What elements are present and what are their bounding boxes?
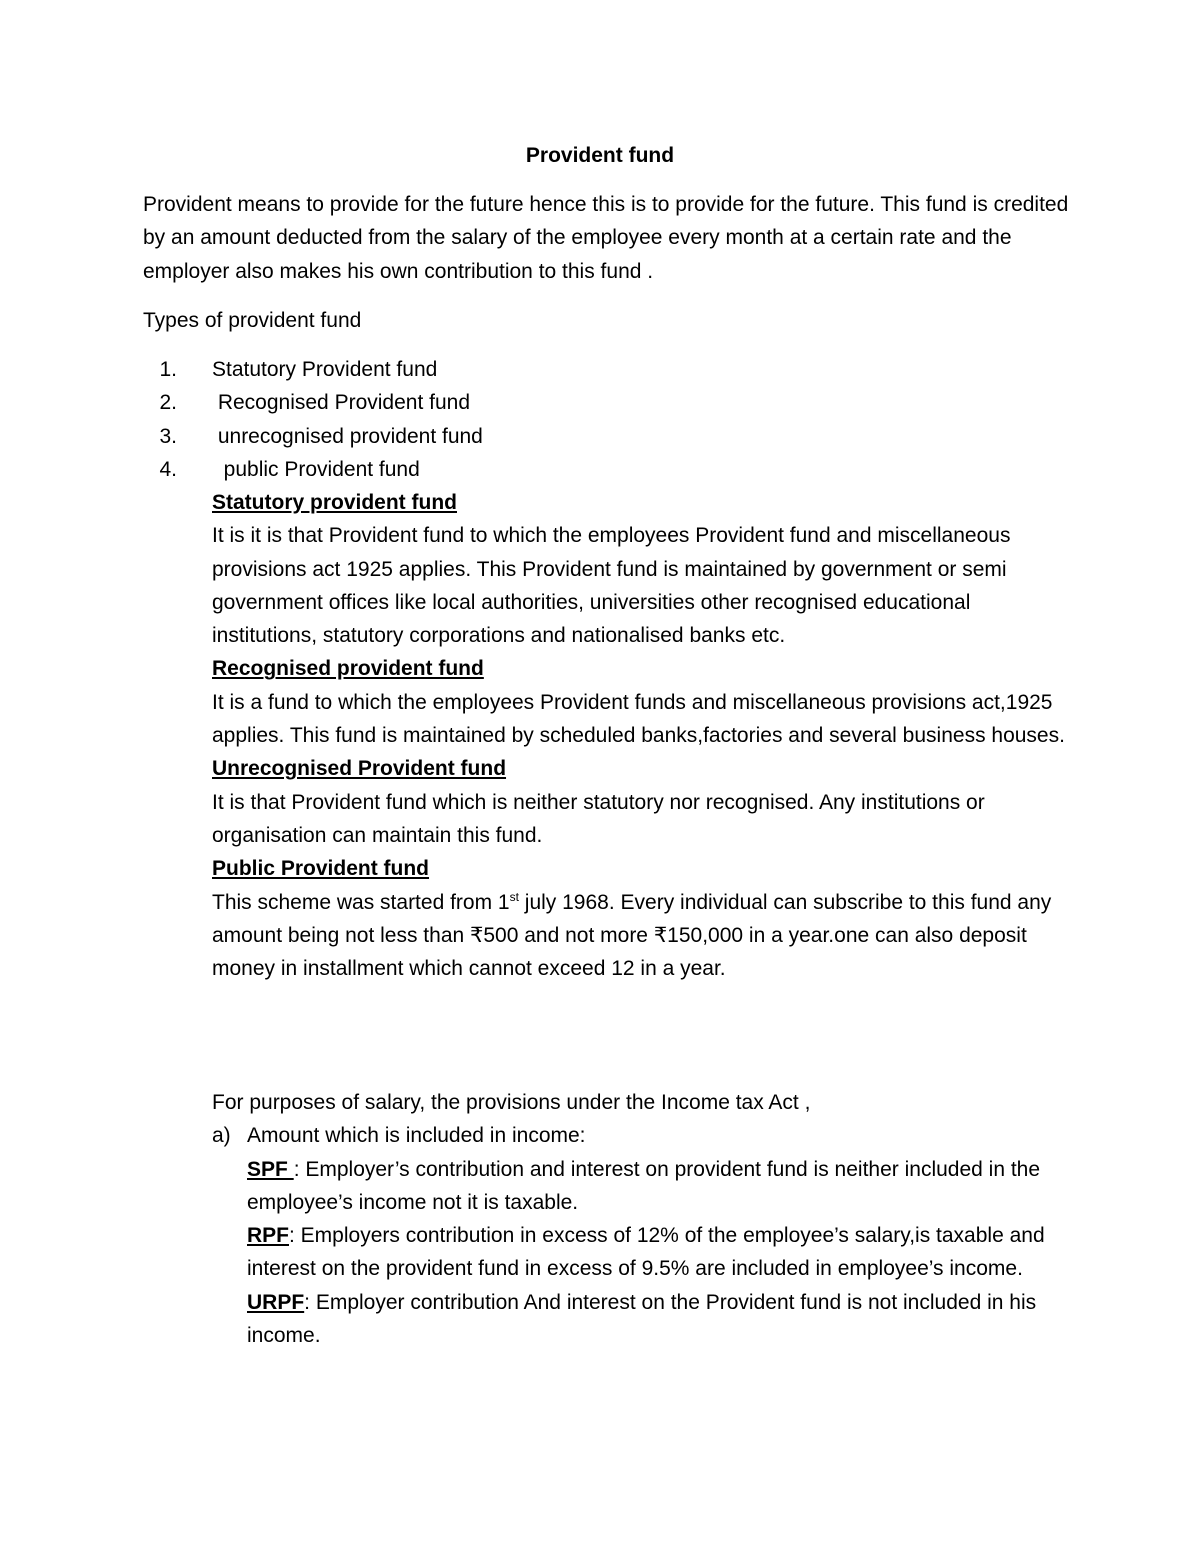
ordinal-suffix: st bbox=[509, 889, 519, 904]
public-heading: Public Provident fund bbox=[212, 857, 430, 881]
item-a bbox=[212, 1119, 1072, 1152]
urpf-rule bbox=[212, 1286, 1067, 1353]
list-item bbox=[143, 386, 1063, 419]
list-number: 4. bbox=[159, 457, 177, 481]
salary-intro: For purposes of salary, the provisions under the Income tax Act , bbox=[212, 1091, 811, 1114]
intro-paragraph: Provident means to provide for the future hence this is to provide for the future. This fund is credited by an amount deducted from the salary of the employee every month at a certain rate and the employer also makes his own contribution to this fund . bbox=[143, 193, 1069, 283]
list-item bbox=[143, 453, 1063, 486]
unrecognised-body: It is that Provident fund which is neither statutory nor recognised. Any institutions or organisation can maintain this fund. bbox=[212, 790, 985, 847]
list-label: Recognised Provident fund bbox=[212, 391, 470, 415]
statutory-heading: Statutory provident fund bbox=[212, 491, 457, 514]
list-item bbox=[143, 353, 1063, 386]
public-body-start: This scheme was started from 1 bbox=[212, 890, 510, 914]
item-a-marker: a) bbox=[212, 1124, 231, 1148]
list-number: 1. bbox=[159, 358, 177, 381]
list-label: public Provident fund bbox=[212, 457, 420, 481]
item-a-label: Amount which is included in income: bbox=[247, 1124, 586, 1148]
urpf-text: : Employer contribution And interest on the Provident fund is not included in his income. bbox=[247, 1290, 1037, 1348]
rpf-rule bbox=[212, 1219, 1067, 1286]
list-item bbox=[143, 420, 1063, 453]
fund-sections bbox=[212, 486, 1072, 985]
public-body-rest: july 1968. Every individual can subscribe to this fund any amount being not less than ₹500 and not more ₹150,000 in a year.one can also deposit money in installment which cannot exceed 12 in a year. bbox=[212, 890, 1052, 981]
rpf-abbr: RPF bbox=[247, 1224, 289, 1248]
unrecognised-heading: Unrecognised Provident fund bbox=[212, 757, 507, 781]
rpf-text: : Employers contribution in excess of 12% of the employee’s salary,is taxable and interest on the provident fund in excess of 9.5% are included in employee’s income. bbox=[247, 1224, 1045, 1281]
spf-abbr: SPF bbox=[247, 1157, 294, 1181]
spf-rule bbox=[212, 1153, 1067, 1220]
urpf-abbr: URPF bbox=[247, 1290, 305, 1314]
recognised-body: It is a fund to which the employees Provident funds and miscellaneous provisions act,1925 applies. This fund is maintained by scheduled banks,factories and several business houses. bbox=[212, 690, 1065, 748]
types-heading: Types of provident fund bbox=[143, 309, 362, 332]
list-number: 3. bbox=[159, 424, 177, 448]
list-label: unrecognised provident fund bbox=[212, 424, 483, 448]
statutory-body: It is it is that Provident fund to which the employees Provident fund and miscellaneous provisions act 1925 applies. This Provident fund is maintained by government or semi government offices like local authorities, universities other recognised educational institutions, statutory corporations and nationalised banks etc. bbox=[212, 524, 1011, 648]
list-number: 2. bbox=[159, 391, 177, 415]
list-label: Statutory Provident fund bbox=[212, 358, 438, 381]
recognised-heading: Recognised provident fund bbox=[212, 657, 484, 681]
page-title: Provident fund bbox=[525, 144, 675, 167]
types-list bbox=[143, 353, 1063, 486]
salary-provisions bbox=[212, 1086, 1072, 1352]
public-body bbox=[212, 886, 1072, 986]
spf-text: : Employer’s contribution and interest on provident fund is neither included in the employee’s income not it is taxable. bbox=[247, 1157, 1041, 1214]
